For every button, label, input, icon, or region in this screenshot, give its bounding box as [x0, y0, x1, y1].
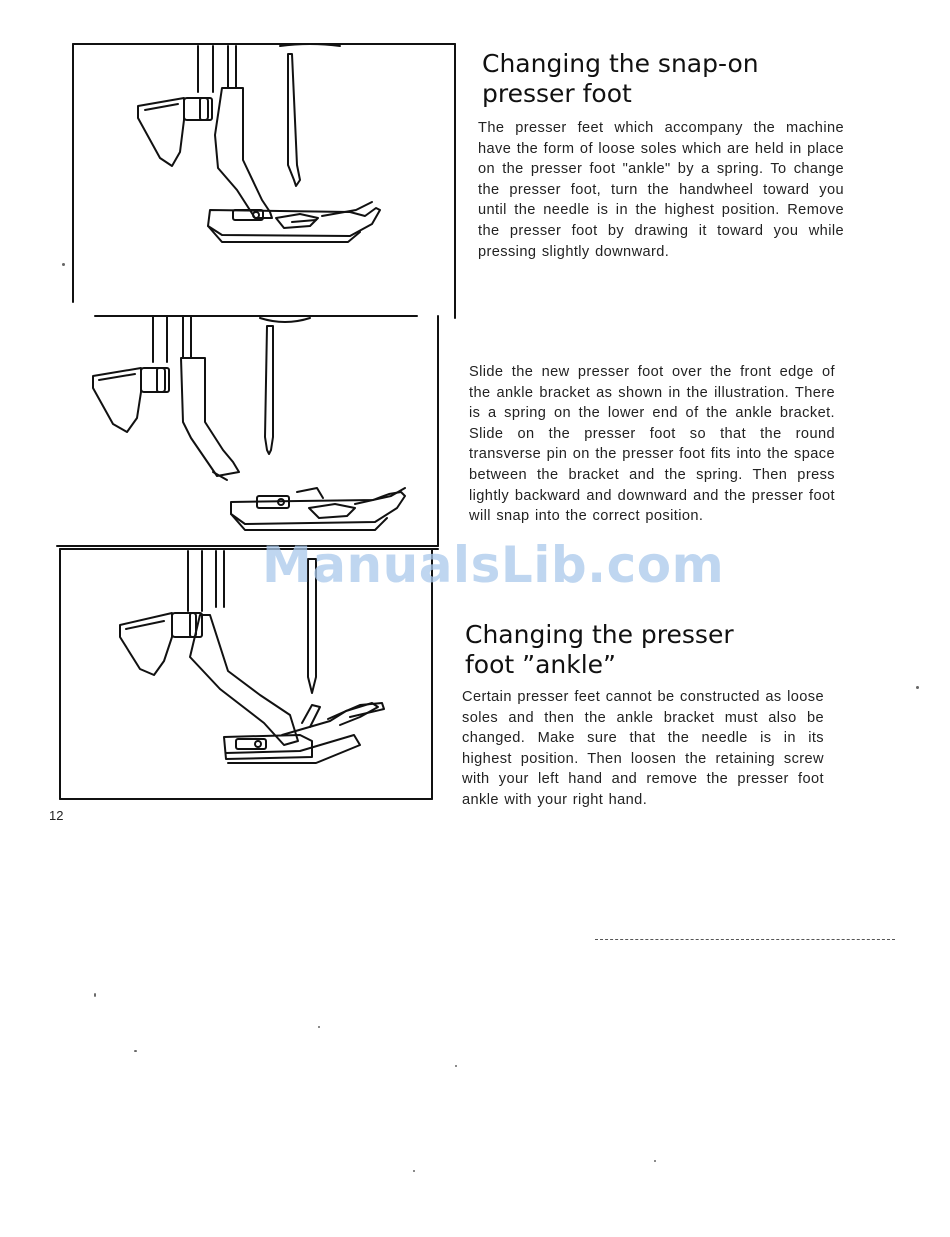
heading-line-1: Changing the snap-on [482, 49, 759, 78]
paragraph-remove-presser-foot: The presser feet which accompany the machine have the form of loose soles which are held in place on the presser foot "ankle" by a spring. To change the presser foot, turn the handwheel toward you until the needle is in the highest position. Remove the presser foot by drawing it toward you while pressing slightly downward. [478, 120, 844, 260]
heading-changing-snap-on-presser-foot [482, 49, 882, 109]
paragraph-change-ankle: Certain presser feet cannot be constructed as loose soles and then the ankle bracket must also be changed. Make sure that the needle is in its highest position. Then loosen the retaining screw with your left hand and remove the presser foot ankle with your right hand. [462, 689, 824, 808]
heading-changing-presser-foot-ankle [465, 620, 865, 680]
watermark: ManualsLib.com [262, 536, 725, 594]
illustration-remove-presser-foot [60, 40, 460, 320]
scan-speck [654, 1160, 656, 1162]
paragraph-slide-on-presser-foot: Slide the new presser foot over the front edge of the ankle bracket as shown in the illustration. There is a spring on the lower end of the ankle bracket. Slide on the presser foot so that the round transverse pin on the presser foot fits into the space between the bracket and the spring. Then press lightly backward and downward and the presser foot will snap into the correct position. [469, 364, 835, 525]
page-number: 12 [49, 808, 64, 823]
scan-speck [916, 686, 919, 689]
scan-speck [134, 1050, 137, 1052]
illustration-slide-on-presser-foot [55, 312, 445, 552]
heading-line-2: foot ”ankle” [465, 650, 617, 679]
scan-speck [94, 993, 96, 997]
scan-speck [62, 263, 65, 266]
heading-line-2: presser foot [482, 79, 632, 108]
scan-artifact-line [595, 939, 895, 940]
scan-speck [413, 1170, 415, 1172]
scan-speck [318, 1026, 320, 1028]
heading-line-1: Changing the presser [465, 620, 734, 649]
presser-foot-drawing-2 [55, 312, 445, 552]
scan-speck [455, 1065, 457, 1067]
presser-foot-drawing-1 [60, 40, 460, 320]
